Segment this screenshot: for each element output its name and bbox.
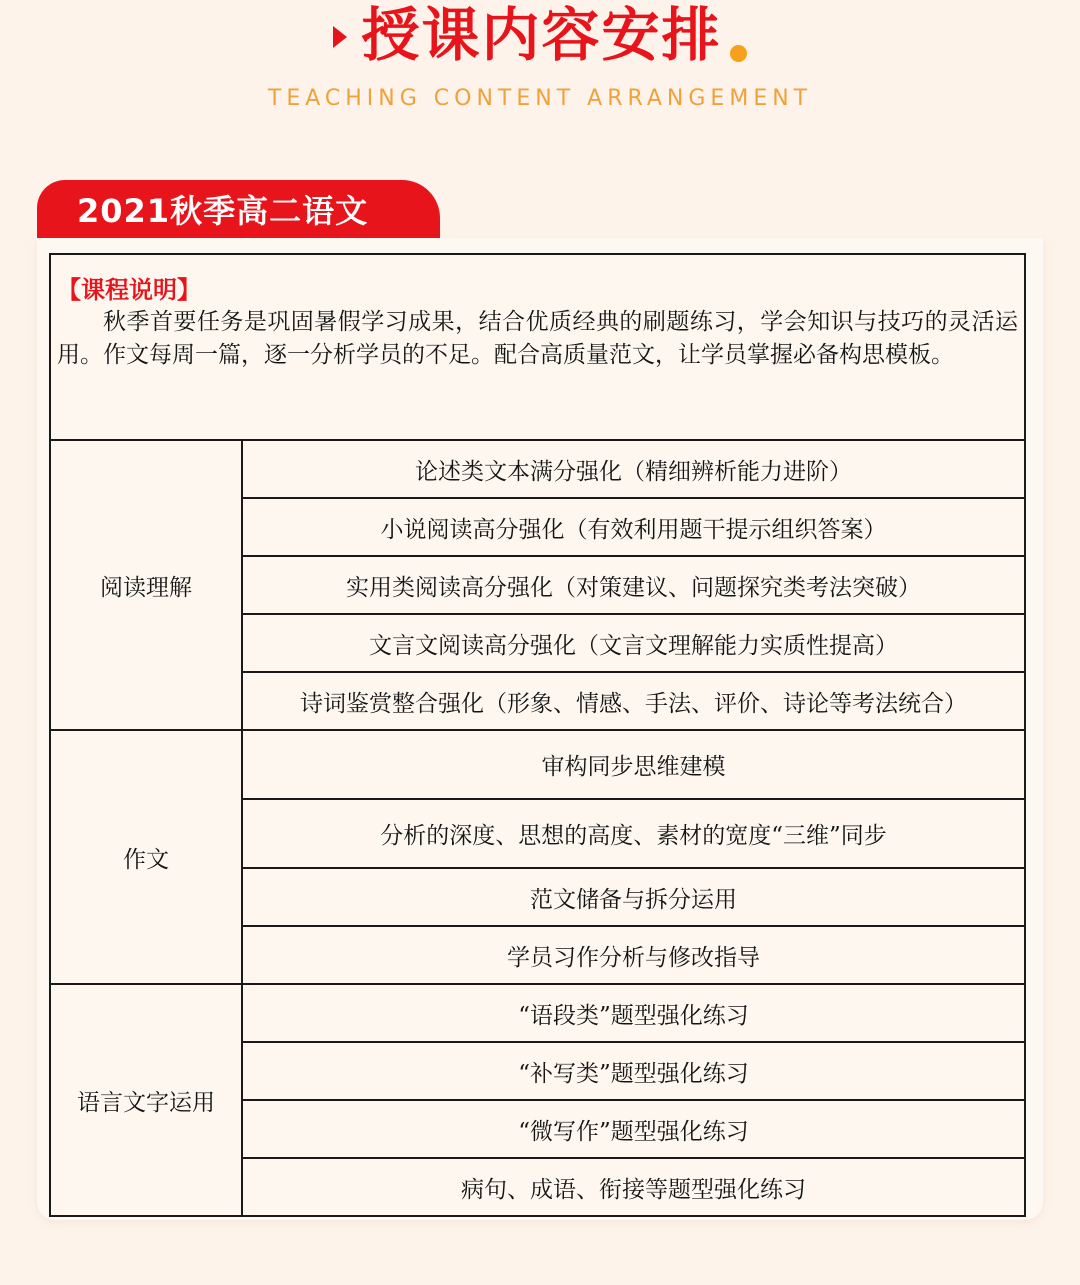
table-cell: “微写作”题型强化练习 [242,1100,1025,1158]
table-cell: 病句、成语、衔接等题型强化练习 [242,1158,1025,1216]
table-row [50,730,1025,799]
table-cell: “补写类”题型强化练习 [242,1042,1025,1100]
table-row [50,440,1025,498]
table-cell: 范文储备与拆分运用 [242,868,1025,926]
description-heading: 【课程说明】 [57,275,201,304]
triangle-marker-icon [333,26,347,48]
table-cell: “语段类”题型强化练习 [242,984,1025,1042]
page-subtitle: TEACHING CONTENT ARRANGEMENT [267,86,813,111]
category-reading: 阅读理解 [50,440,242,730]
category-writing: 作文 [50,730,242,984]
category-language-use: 语言文字运用 [50,984,242,1216]
table-cell: 小说阅读高分强化（有效利用题干提示组织答案） [242,498,1025,556]
table-row [50,984,1025,1042]
course-tab: 2021秋季高二语文 [37,180,440,238]
table-cell: 论述类文本满分强化（精细辨析能力进阶） [242,440,1025,498]
table-cell: 实用类阅读高分强化（对策建议、问题探究类考法突破） [242,556,1025,614]
table-cell: 分析的深度、思想的高度、素材的宽度“三维”同步 [242,799,1025,868]
table-cell: 审构同步思维建模 [242,730,1025,799]
course-table [49,253,1026,1217]
description-body: 秋季首要任务是巩固暑假学习成果，结合优质经典的刷题练习，学会知识与技巧的灵活运用。作文每周一篇，逐一分析学员的不足。配合高质量范文，让学员掌握必备构思模板。 [57,309,1018,368]
description-row [50,254,1025,440]
table-cell: 文言文阅读高分强化（文言文理解能力实质性提高） [242,614,1025,672]
table-cell: 学员习作分析与修改指导 [242,926,1025,984]
page-header [0,0,1080,70]
description-cell [50,254,1025,440]
table-cell: 诗词鉴赏整合强化（形象、情感、手法、评价、诗论等考法统合） [242,672,1025,730]
dot-icon [730,45,747,62]
page-title: 授课内容安排 [361,1,722,69]
